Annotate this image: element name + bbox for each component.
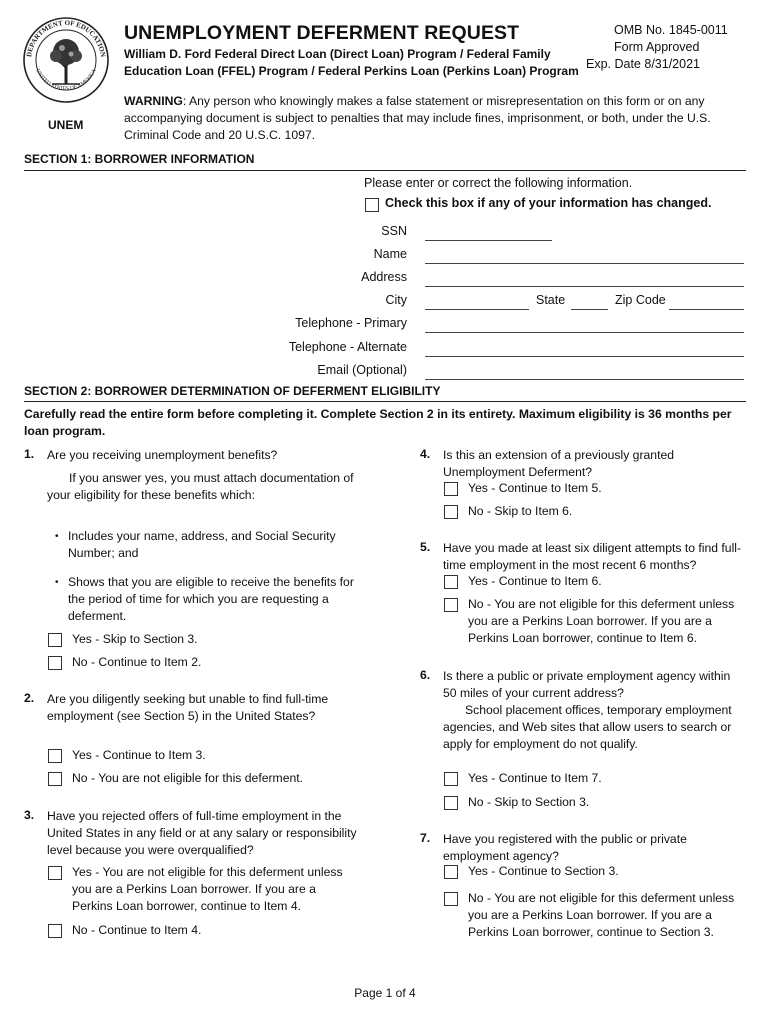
section1-rule [24, 170, 746, 171]
q1-bullet2-dot: • [55, 577, 59, 588]
q1-note: If you answer yes, you must attach documentation of your eligibility for these benefits which: [47, 471, 354, 502]
q1-yes-checkbox[interactable] [48, 633, 62, 647]
q4-yes-label: Yes - Continue to Item 5. [468, 481, 602, 495]
state-field[interactable] [571, 309, 608, 310]
q2-text: Are you diligently seeking but unable to find full-time employment (see Section 5) in the United States? [47, 692, 329, 723]
name-label: Name [373, 247, 407, 261]
address-field[interactable] [425, 286, 744, 287]
info-changed-checkbox[interactable] [365, 198, 379, 212]
q5-yes-label: Yes - Continue to Item 6. [468, 574, 602, 588]
q6-yes-checkbox[interactable] [444, 772, 458, 786]
q7-no-label: No - You are not eligible for this deferment unless you are a Perkins Loan borrower. If you are a Perkins Loan borrower, continue to Section 3. [468, 891, 735, 939]
q3-no-checkbox[interactable] [48, 924, 62, 938]
address-label: Address [361, 270, 407, 284]
page-number: Page 1 of 4 [354, 986, 416, 1000]
q4-number: 4. [420, 447, 431, 461]
form-code: UNEM [48, 118, 84, 132]
expiration-date: Exp. Date 8/31/2021 [586, 57, 700, 71]
q2-number: 2. [24, 691, 35, 705]
phone-primary-label: Telephone - Primary [295, 316, 407, 330]
q7-number: 7. [420, 831, 431, 845]
q2-no-label: No - You are not eligible for this deferment. [72, 771, 304, 785]
department-of-education-seal [22, 16, 110, 104]
q6-no-checkbox[interactable] [444, 796, 458, 810]
q1-no-checkbox[interactable] [48, 656, 62, 670]
q7-text: Have you registered with the public or private employment agency? [443, 832, 687, 863]
section1-heading: SECTION 1: BORROWER INFORMATION [24, 152, 255, 166]
warning-label: WARNING [124, 94, 183, 108]
q7-no-checkbox[interactable] [444, 892, 458, 906]
q5-yes-checkbox[interactable] [444, 575, 458, 589]
q3-no-label: No - Continue to Item 4. [72, 923, 202, 937]
q5-no-label: No - You are not eligible for this deferment unless you are a Perkins Loan borrower. If you are a Perkins Loan borrower, continue to Item 6. [468, 597, 735, 645]
q3-yes-checkbox[interactable] [48, 866, 62, 880]
info-changed-label: Check this box if any of your information has changed. [385, 196, 712, 210]
q1-number: 1. [24, 447, 35, 461]
q2-yes-label: Yes - Continue to Item 3. [72, 748, 206, 762]
q1-bullet1: Includes your name, address, and Social Security Number; and [68, 529, 336, 560]
q4-no-checkbox[interactable] [444, 505, 458, 519]
q1-no-label: No - Continue to Item 2. [72, 655, 202, 669]
q3-number: 3. [24, 808, 35, 822]
svg-text:DEPARTMENT OF EDUCATION: DEPARTMENT OF EDUCATION [25, 18, 107, 58]
section2-rule [24, 401, 746, 402]
q2-yes-checkbox[interactable] [48, 749, 62, 763]
program-subtitle: William D. Ford Federal Direct Loan (Direct Loan) Program / Federal Family Education Loan (FFEL) Program / Federal Perkins Loan (Perkins Loan) Program [124, 47, 579, 78]
q1-bullet2: Shows that you are eligible to receive the benefits for the period of time for which you are requesting a deferment. [68, 575, 354, 623]
omb-number: OMB No. 1845-0011 [614, 23, 728, 37]
q3-yes-label: Yes - You are not eligible for this deferment unless you are a Perkins Loan borrower. If you are a Perkins Loan borrower, continue to Item 4. [72, 865, 343, 913]
q5-text: Have you made at least six diligent attempts to find full-time employment in the most recent 6 months? [443, 541, 742, 572]
phone-alternate-label: Telephone - Alternate [288, 340, 407, 354]
q4-text: Is this an extension of a previously granted Unemployment Deferment? [443, 448, 675, 479]
ssn-field[interactable] [425, 240, 552, 241]
q2-no-checkbox[interactable] [48, 772, 62, 786]
svg-text:UNITED STATES OF AMERICA: UNITED STATES OF AMERICA [34, 68, 98, 93]
zip-field[interactable] [669, 309, 744, 310]
q7-yes-checkbox[interactable] [444, 865, 458, 879]
section2-heading: SECTION 2: BORROWER DETERMINATION OF DEFERMENT ELIGIBILITY [24, 384, 441, 398]
q1-text: Are you receiving unemployment benefits? [47, 448, 278, 462]
q4-no-label: No - Skip to Item 6. [468, 504, 573, 518]
city-label: City [385, 293, 407, 307]
omb-info [586, 22, 728, 73]
q3-text: Have you rejected offers of full-time employment in the United States in any field or at any salary or responsibility level because you were overqualified? [47, 809, 357, 857]
city-field[interactable] [425, 309, 529, 310]
state-label: State [536, 293, 566, 307]
q6-note: School placement offices, temporary employment agencies, and Web sites that allow users to search or apply for employment do not qualify. [443, 703, 732, 751]
zip-label: Zip Code [615, 293, 666, 307]
section2-intro: Carefully read the entire form before completing it. Complete Section 2 in its entirety. Maximum eligibility is 36 months per loan program. [24, 407, 732, 438]
phone-primary-field[interactable] [425, 332, 744, 333]
q5-number: 5. [420, 540, 431, 554]
q6-text: Is there a public or private employment agency within 50 miles of your current address? [443, 669, 731, 700]
name-field[interactable] [425, 263, 744, 264]
q1-yes-label: Yes - Skip to Section 3. [72, 632, 198, 646]
q6-yes-label: Yes - Continue to Item 7. [468, 771, 602, 785]
q6-no-label: No - Skip to Section 3. [468, 795, 590, 809]
q1-bullet1-dot: • [55, 531, 59, 542]
q4-yes-checkbox[interactable] [444, 482, 458, 496]
warning-text: : Any person who knowingly makes a false statement or misrepresentation on this form or on any accompanying document is subject to penalties that may include fines, imprisonment, or both, under the U.S. Criminal Code and 20 U.S.C. 1097. [124, 94, 711, 142]
email-label: Email (Optional) [317, 363, 407, 377]
form-approved: Form Approved [614, 40, 700, 54]
q5-no-checkbox[interactable] [444, 598, 458, 612]
ssn-label: SSN [381, 224, 407, 238]
section1-instruction: Please enter or correct the following information. [364, 176, 633, 190]
email-field[interactable] [425, 379, 744, 380]
warning-notice [124, 93, 744, 144]
form-title: UNEMPLOYMENT DEFERMENT REQUEST [124, 22, 520, 44]
phone-alternate-field[interactable] [425, 356, 744, 357]
q6-number: 6. [420, 668, 431, 682]
q7-yes-label: Yes - Continue to Section 3. [468, 864, 619, 878]
